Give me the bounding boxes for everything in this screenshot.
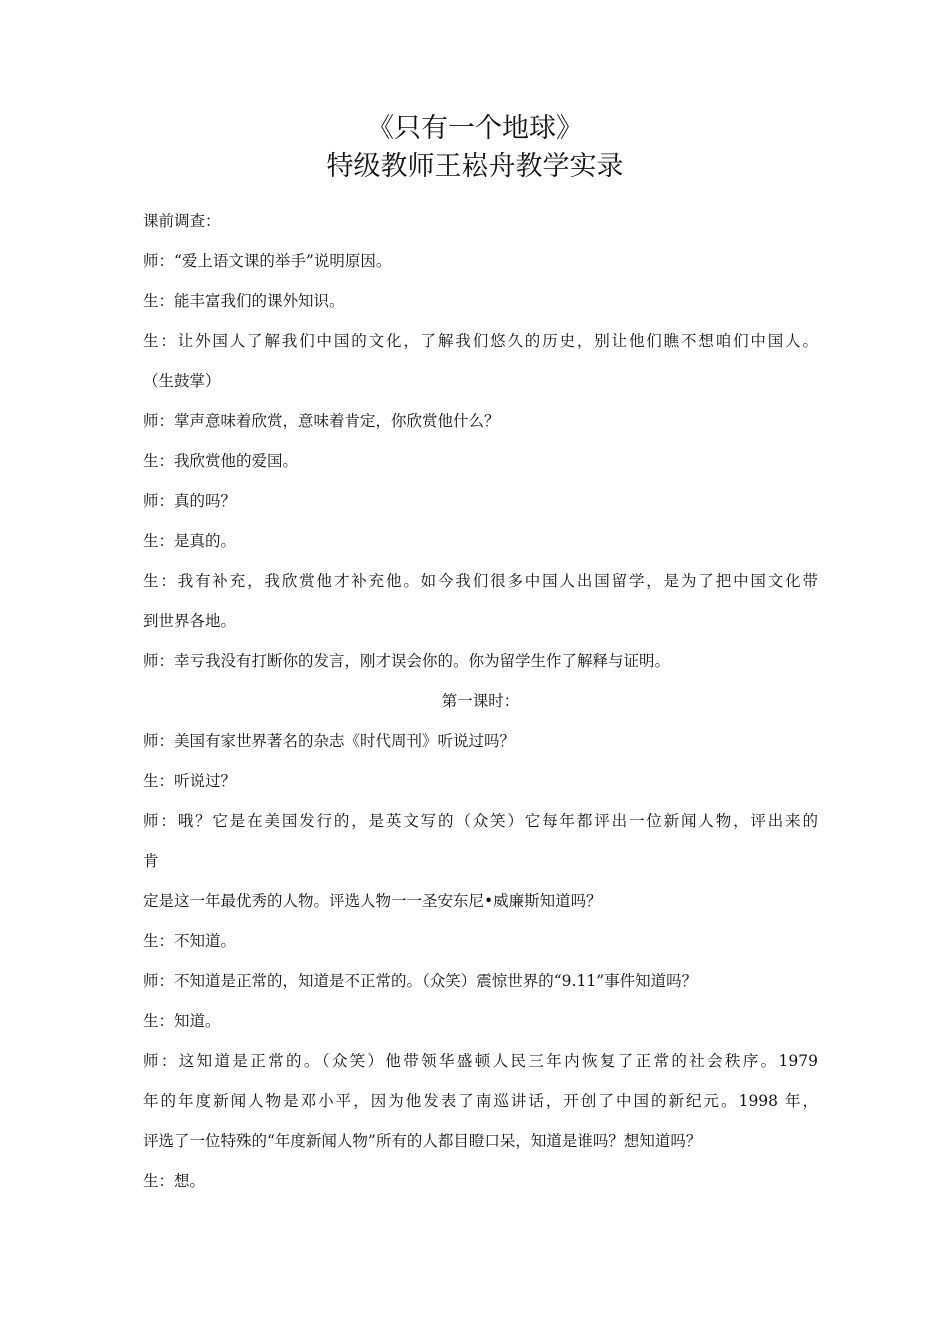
dialogue-line-continued: 肯	[143, 852, 159, 870]
document-subtitle: 特级教师王崧舟教学实录	[326, 151, 624, 182]
dialogue-line: 生：听说过？	[143, 772, 237, 790]
section-heading-pre-class-survey: 课前调查：	[143, 212, 221, 230]
dialogue-line: 生：我有补充，我欣赏他才补充他。如今我们很多中国人出国留学，是为了把中国文化带	[143, 572, 818, 590]
dialogue-line: 师：这知道是正常的。（众笑）他带领华盛顿人民三年内恢复了正常的社会秩序。1979	[143, 1052, 818, 1070]
document-title: 《只有一个地球》	[367, 113, 583, 144]
dialogue-line: 师：不知道是正常的，知道是不正常的。（众笑）震惊世界的“9.11”事件知道吗？	[143, 972, 698, 990]
dialogue-line: 师：幸亏我没有打断你的发言，刚才误会你的。你为留学生作了解释与证明。	[143, 652, 671, 670]
dialogue-line: 师：真的吗？	[143, 492, 237, 510]
dialogue-line: 师：哦？它是在美国发行的，是英文写的（众笑）它每年都评出一位新闻人物，评出来的	[143, 812, 818, 830]
dialogue-line: 师：美国有家世界著名的杂志《时代周刊》听说过吗？	[143, 732, 516, 750]
document-body	[143, 201, 818, 1201]
dialogue-line-continued: 到世界各地。	[143, 612, 237, 630]
dialogue-line: 生：想。	[143, 1172, 206, 1190]
dialogue-line-continued: 年的年度新闻人物是邓小平，因为他发表了南巡讲话，开创了中国的新纪元。1998 年，	[143, 1092, 818, 1110]
dialogue-line: 师：“爱上语文课的举手”说明原因。	[143, 252, 392, 270]
dialogue-line: 生：我欣赏他的爱国。	[143, 452, 299, 470]
dialogue-line: 生：知道。	[143, 1012, 221, 1030]
dialogue-line-continued: 定是这一年最优秀的人物。评选人物一一圣安东尼•威廉斯知道吗？	[143, 892, 602, 910]
dialogue-line: 生：让外国人了解我们中国的文化，了解我们悠久的历史，别让他们瞧不想咱们中国人。	[143, 332, 818, 350]
dialogue-line: 生：是真的。	[143, 532, 237, 550]
dialogue-line: 生：能丰富我们的课外知识。	[143, 292, 345, 310]
dialogue-line: 师：掌声意味着欣赏，意味着肯定，你欣赏他什么？	[143, 412, 500, 430]
dialogue-line: 生：不知道。	[143, 932, 237, 950]
stage-direction: （生鼓掌）	[143, 372, 221, 390]
dialogue-line-continued: 评选了一位特殊的“年度新闻人物”所有的人都目瞪口呆，知道是谁吗？想知道吗？	[143, 1132, 702, 1150]
section-heading-first-lesson: 第一课时：	[441, 692, 520, 710]
